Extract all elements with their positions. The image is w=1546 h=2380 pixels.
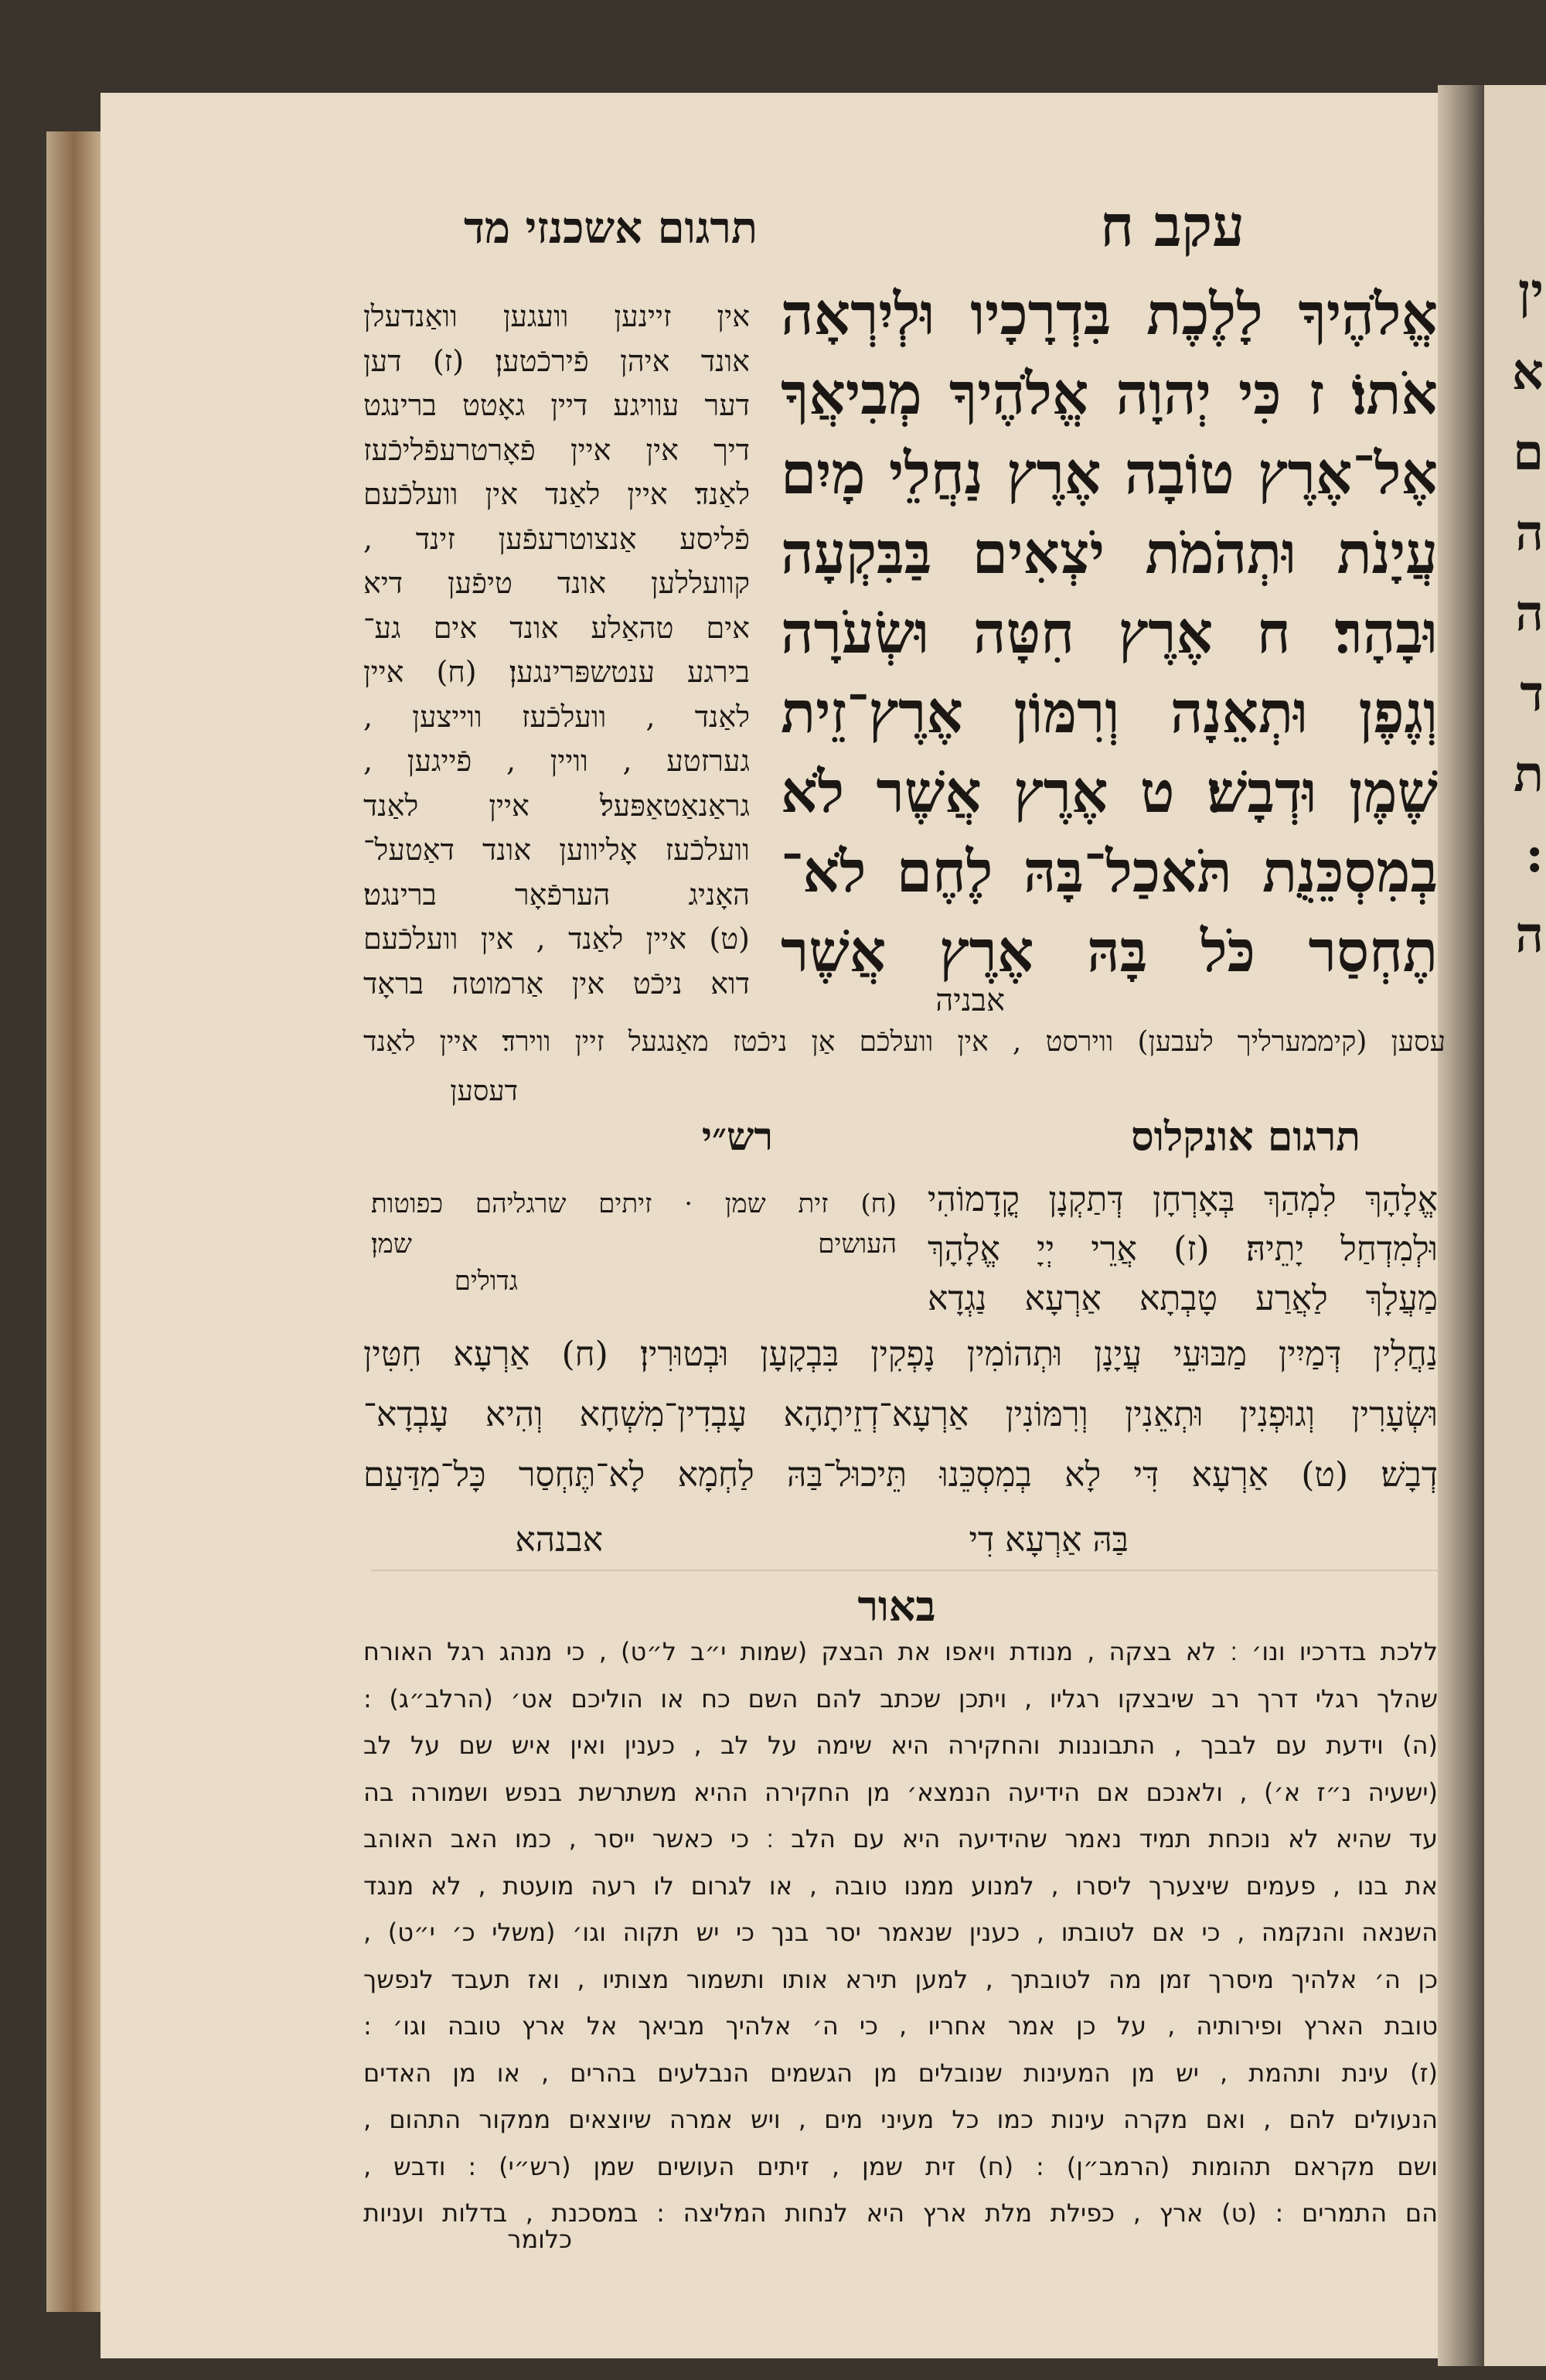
right-page-fragment: א	[1511, 343, 1544, 401]
yiddish-translation-line: (ט) איין לאַנד , אין וועלכֿעם	[363, 924, 750, 956]
yiddish-translation-line: אים טהאַלע אונד אים גע־	[363, 612, 750, 645]
biblical-verse-line: וְגֶפֶן וּתְאֵנָה וְרִמּוֹן אֶרֶץ־זֵית	[781, 684, 1438, 746]
biur-heading: באור	[857, 1581, 936, 1631]
biur-line: כן ה׳ אלהיך מיסרך זמן מה לטובתך , למען תירא אותו ותשמור מצותיו , ואז תעבד לנפשך	[363, 1966, 1438, 1994]
onkelos-catchword: אבנהא	[515, 1523, 603, 1557]
onkelos-line: נַחֲלִין דְּמַיִין מַבּוּעֵי עֲיָנָן וּתְהוֹמִין נָפְקִין בִּבְקָעָן וּבְטוּרִין׃ (ח) אַרְעָא חִטִּין	[363, 1338, 1438, 1374]
biur-line: הם התמרים : (ט) ארץ , כפילת מלת ארץ היא לנחות המליצה : במסכנת , בדלות ועניות	[363, 2201, 1438, 2228]
biur-line: הנעולים להם , ואם מקרה עינות כמו כל מעיני מים , ויש אמרה שיוצאים ממקור התהום ,	[363, 2107, 1438, 2134]
rashi-line: (ח) זית שמן · זיתים שרגליהם כפוטות׃	[371, 1191, 897, 1219]
onkelos-line: מַעֲלָךְ לַאֲרַע טָבְתָא אַרְעָא נַגְדָא	[928, 1282, 1438, 1318]
biblical-verse-line: וּבָהָר׃ ח אֶרֶץ חִטָּה וּשְׂעֹרָה	[781, 605, 1438, 667]
biur-line: (ה) וידעת עם לבבך , התבוננות והחקירה היא שימה על לב , כענין ואין איש שם על לב	[363, 1733, 1438, 1760]
biur-line: טובת הארץ ופירותיה , על כן אמר אחריו , כי ה׳ אלהיך מביאך אל ארץ טובה וגו׳ :	[363, 2013, 1438, 2041]
rashi-catchword: גדולים	[454, 1268, 518, 1294]
biblical-catchword: אבניה	[935, 983, 1005, 1018]
yiddish-translation-line: גערזטע , וויין , פֿייגען ,	[363, 746, 750, 778]
right-page-fragment: ת	[1513, 745, 1544, 803]
onkelos-last-line: בַּהּ אַרְעָא דִי	[969, 1523, 1129, 1557]
right-page-fragment: ם	[1513, 424, 1544, 482]
yiddish-translation-line: דוא ניכֿט אין אַרמוטה בראָד	[363, 968, 750, 1001]
biblical-verse-line: עֲיָנֹת וּתְהֹמֹת יֹצְאִים בַּבִּקְעָה	[781, 525, 1438, 587]
yiddish-continuation-line: עסען (קיממערליך לעבען) ווירסט , אין וועלכֿם אַן ניכֿטז מאַנגעל זיין ווירד׃ איין לאַנד	[363, 1028, 1446, 1058]
biur-line: שהלך רגלי דרך רב שיבצקו רגליו , ויתכן שכתב להם השם כח או הוליכם אט׳ (הרלב״ג) :	[363, 1686, 1438, 1713]
biur-line: עד שהיא לא נוכחת תמיד נאמר שהידיעה היא עם הלב ׃ כי כאשר ייסר , כמו האב האוהב	[363, 1826, 1438, 1853]
yiddish-catchword: דעסען	[450, 1076, 518, 1107]
biur-line: ללכת בדרכיו ונו׳ ׃ לא בצקה , מנודת ויאפו את הבצק (שמות י״ב ל״ט) , כי מנהג רגל האורח	[363, 1639, 1438, 1666]
right-page-fragment: :	[1525, 826, 1544, 884]
yiddish-translation-line: אונד איהן פֿירכֿטען׃ (ז) דען	[363, 346, 750, 378]
biblical-verse-line: שֶׁמֶן וּדְבָשׁ׃ ט אֶרֶץ אֲשֶׁר לֹא	[781, 764, 1438, 826]
right-page-fragment: ה	[1515, 906, 1544, 964]
biblical-verse-line: אֹתוֹ׃ ז כִּי יְהוָה אֱלֹהֶיךָ מְבִיאֲךָ	[781, 366, 1438, 428]
biur-line: (ז) עינת ותהמת , יש מן המעינות שנובלים מן הגשמים הנבלעים בהרים , או מן האדים	[363, 2060, 1438, 2088]
biur-line: ושם מקראם תהומות (הרמב״ן) : (ח) זית שמן , זיתים העושים שמן (רש״י) : ודבש ,	[363, 2153, 1438, 2181]
rashi-heading: רש״י	[701, 1113, 773, 1159]
onkelos-line: דְבָשׁ׃ (ט) אַרְעָא דִּי לָא בְמִסְכֵּנוּ תֵּיכוּל־בַּהּ לַחְמָא לָא־תֶּחְסַר כָּל־מִדַּעַם	[363, 1458, 1438, 1495]
yiddish-translation-line: אין זיינען וועגען וואַנדעלן	[363, 302, 750, 333]
right-page-fragment: ה	[1515, 504, 1544, 562]
right-page-fragment: ד	[1520, 665, 1544, 723]
biblical-verse-line: אֶל־אֶרֶץ טוֹבָה אֶרֶץ נַחֲלֵי מָיִם	[781, 445, 1438, 507]
yiddish-translation-line: וועלכֿעז אָליווען אונד דאַטעל־	[363, 835, 750, 867]
yiddish-translation-line: גראַנאַטאַפּעל׃ איין לאַנד	[363, 790, 750, 823]
running-header-left: תרגום אשכנזי מד	[463, 203, 758, 254]
yiddish-translation-line: דער עוויגע דיין גאָטט ברינגט	[363, 390, 750, 422]
yiddish-translation-line: פֿליסע אַנצוטרעפֿען זינד ,	[363, 523, 750, 556]
biur-line: (ישעיה נ״ז א׳) , ולאנכם אם הידיעה הנמצא׳ מן החקירה ההיא משתרשת בנפש ושמורה בה	[363, 1779, 1438, 1807]
onkelos-line: וּלְמִדְחַל יָתֵיהּ׃ (ז) אֲרֵי יְיָ אֱלָהָךְ	[928, 1233, 1438, 1269]
biblical-verse-line: אֱלֹהֶיךָ לָלֶכֶת בִּדְרָכָיו וּלְיִרְאָה	[781, 286, 1438, 348]
yiddish-translation-line: לאַנד׃ איין לאַנד אין וועלכֿעם	[363, 479, 750, 511]
biur-line: את בנו , פעמים שיצערך ליסרו , למנוע ממנו טובה , או לגרום לו רעה מועטת , לא מנגד	[363, 1873, 1438, 1901]
book-gutter	[1438, 85, 1484, 2366]
yiddish-translation-line: דיך אין איין פֿאָרטרעפֿליכֿעז	[363, 435, 750, 467]
running-header-right: עקב ח	[1100, 193, 1245, 260]
yiddish-translation-line: קוועללען אונד טיפֿען דיא	[363, 568, 750, 600]
onkelos-heading: תרגום אונקלוס	[1131, 1113, 1360, 1161]
right-page-fragment: ה	[1515, 585, 1544, 643]
right-page-fragment: ין	[1517, 263, 1544, 321]
section-divider	[371, 1570, 1438, 1571]
onkelos-line: וּשְׂעָרִין וְגוּפְנִין וּתְאֵנִין וְרִמּוֹנִין אַרְעָא־דְזֵיתָהָא עָבְדִין־מִשְׁחָא וְהִיא עָבְדָא־	[363, 1398, 1438, 1434]
biblical-verse-line: בְמִסְכֵּנֻת תֹּאכַל־בָּהּ לֶחֶם לֹא־	[781, 844, 1438, 905]
rashi-line: העושים שמן׃	[371, 1231, 897, 1260]
biur-line: השנאה והנקמה , כי אם לטובתו , כענין שנאמר יסר בנך כי יש תקוה וגו׳ (משלי כ׳ י״ט) ,	[363, 1920, 1438, 1947]
biur-catchword: כלומר	[507, 2227, 572, 2252]
yiddish-translation-line: האָניג הערפֿאָר ברינגט׃	[363, 879, 750, 912]
onkelos-line: אֱלָהָךְ לִמְהַךְ בְּאָרְחָן דְּתַקְנָן קֳדָמוֹהִי	[928, 1183, 1438, 1219]
biblical-verse-line: תֶחְסַר כֹּל בָּהּ אֶרֶץ אֲשֶׁר	[781, 923, 1438, 985]
yiddish-translation-line: בירגע ענטשפּרינגען׃ (ח) איין	[363, 657, 750, 689]
yiddish-translation-line: לאַנד , וועלכֿעז ווייצען ,	[363, 701, 750, 734]
